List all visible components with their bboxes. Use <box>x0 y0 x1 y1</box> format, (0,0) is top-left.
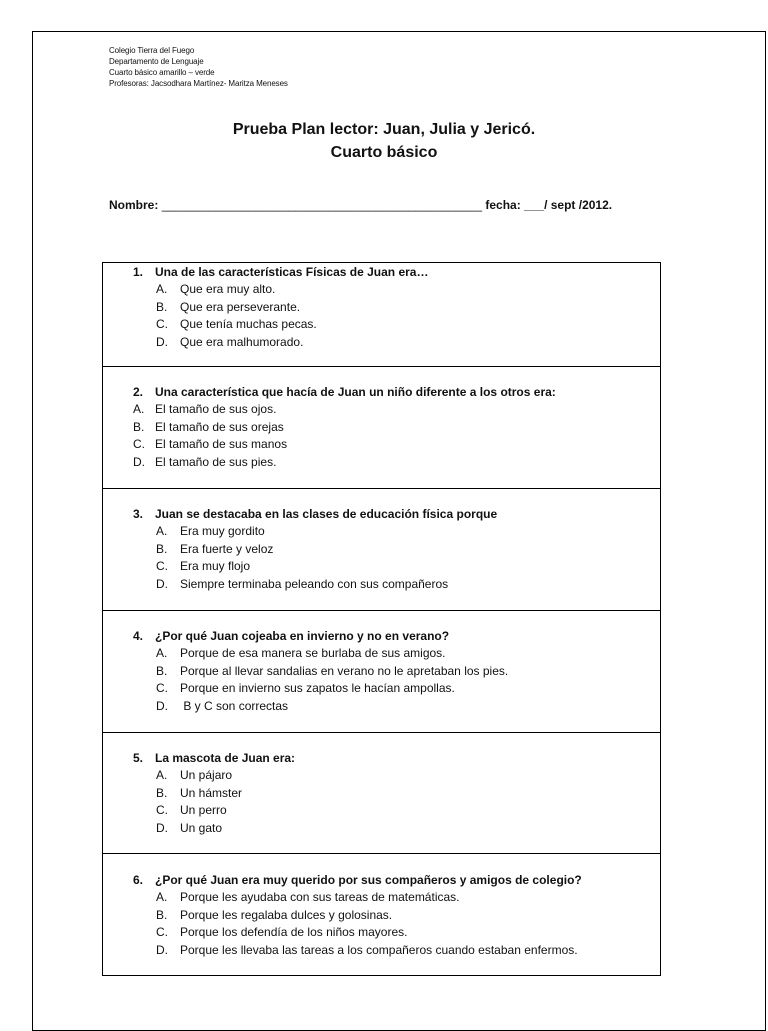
question-title <box>103 872 660 889</box>
option-letter: B. <box>156 541 168 556</box>
option-letter: B. <box>156 299 168 314</box>
question-box <box>102 262 661 367</box>
option-letter: D. <box>156 576 168 591</box>
answer-option[interactable] <box>103 698 660 715</box>
option-letter: C. <box>156 925 168 940</box>
answer-option[interactable] <box>103 334 660 351</box>
option-text: Porque en invierno sus zapatos le hacían ampollas. <box>180 681 455 696</box>
option-text: Era muy gordito <box>180 524 265 539</box>
department-name: Departamento de Lenguaje <box>109 57 204 66</box>
option-text: Un perro <box>180 803 227 818</box>
option-letter: B. <box>133 419 145 434</box>
question-text: Una de las características Físicas de Juan era… <box>155 265 429 279</box>
answer-option[interactable] <box>103 419 660 436</box>
answer-option[interactable] <box>103 401 660 418</box>
date-label: fecha: ___/ sept /2012. <box>485 198 613 212</box>
option-letter: C. <box>156 559 168 574</box>
question-title <box>103 628 660 645</box>
answer-option[interactable] <box>103 541 660 558</box>
option-text: Que era perseverante. <box>180 299 301 314</box>
answer-option[interactable] <box>103 942 660 959</box>
option-letter: A. <box>156 282 168 297</box>
option-text: Porque les regalaba dulces y golosinas. <box>180 907 393 922</box>
question-number: 3. <box>133 507 144 521</box>
option-letter: A. <box>156 646 168 661</box>
answer-option[interactable] <box>103 924 660 941</box>
question-number: 5. <box>133 751 144 765</box>
option-text: Porque les ayudaba con sus tareas de matemáticas. <box>180 890 460 905</box>
answer-option[interactable] <box>103 680 660 697</box>
document-title <box>0 118 768 164</box>
option-letter: A. <box>133 402 145 417</box>
answer-option[interactable] <box>103 645 660 662</box>
option-text: Que tenía muchas pecas. <box>180 317 317 332</box>
answer-option[interactable] <box>103 907 660 924</box>
answer-option[interactable] <box>103 523 660 540</box>
option-text: Un hámster <box>180 785 243 800</box>
question-box <box>102 854 661 976</box>
option-text: Que era muy alto. <box>180 282 276 297</box>
course-name: Cuarto básico amarillo – verde <box>109 68 215 77</box>
option-text: Un gato <box>180 820 223 835</box>
name-date-line <box>109 198 612 212</box>
option-letter: A. <box>156 768 168 783</box>
question-text: Una característica que hacía de Juan un niño diferente a los otros era: <box>155 385 556 399</box>
option-letter: A. <box>156 524 168 539</box>
answer-option[interactable] <box>103 802 660 819</box>
question-title <box>103 384 660 401</box>
answer-option[interactable] <box>103 299 660 316</box>
answer-option[interactable] <box>103 663 660 680</box>
option-text: Porque los defendía de los niños mayores. <box>180 925 408 940</box>
answer-option[interactable] <box>103 436 660 453</box>
answer-option[interactable] <box>103 785 660 802</box>
option-letter: C. <box>156 317 168 332</box>
option-letter: A. <box>156 890 168 905</box>
option-letter: D. <box>156 820 168 835</box>
question-number: 4. <box>133 629 144 643</box>
option-letter: D. <box>133 454 145 469</box>
option-text: El tamaño de sus pies. <box>155 454 277 469</box>
question-text: Juan se destacaba en las clases de educación física porque <box>155 507 498 521</box>
option-text: Siempre terminaba peleando con sus compañeros <box>180 576 449 591</box>
question-title <box>103 506 660 523</box>
option-text: El tamaño de sus ojos. <box>155 402 277 417</box>
option-text: Un pájaro <box>180 768 233 783</box>
option-text: Porque les llevaba las tareas a los compañeros cuando estaban enfermos. <box>180 942 578 957</box>
question-box <box>102 611 661 733</box>
question-box <box>102 367 661 489</box>
answer-option[interactable] <box>103 889 660 906</box>
question-number: 1. <box>133 265 144 279</box>
question-box <box>102 733 661 854</box>
school-name: Colegio Tierra del Fuego <box>109 46 195 55</box>
answer-option[interactable] <box>103 767 660 784</box>
question-title <box>103 750 660 767</box>
question-number: 2. <box>133 385 144 399</box>
option-text: Porque de esa manera se burlaba de sus amigos. <box>180 646 446 661</box>
option-letter: C. <box>156 681 168 696</box>
answer-option[interactable] <box>103 820 660 837</box>
option-text: El tamaño de sus orejas <box>155 419 284 434</box>
answer-option[interactable] <box>103 454 660 471</box>
title-line-1: Prueba Plan lector: Juan, Julia y Jericó. <box>232 121 536 138</box>
option-letter: D. <box>156 942 168 957</box>
option-letter: D. <box>156 334 168 349</box>
question-title <box>103 264 660 281</box>
name-label: Nombre: <box>109 198 159 212</box>
name-blank[interactable]: ________________________________________________ <box>161 198 483 212</box>
question-text: ¿Por qué Juan cojeaba en invierno y no en verano? <box>155 629 450 643</box>
option-letter: B. <box>156 663 168 678</box>
option-letter: D. <box>156 698 168 713</box>
option-letter: C. <box>133 437 145 452</box>
option-text: Que era malhumorado. <box>180 334 304 349</box>
question-text: ¿Por qué Juan era muy querido por sus compañeros y amigos de colegio? <box>155 873 582 887</box>
question-number: 6. <box>133 873 144 887</box>
answer-option[interactable] <box>103 281 660 298</box>
option-text: Era muy flojo <box>180 559 251 574</box>
option-text: El tamaño de sus manos <box>155 437 288 452</box>
question-text: La mascota de Juan era: <box>155 751 296 765</box>
document-header <box>109 45 288 89</box>
question-box <box>102 489 661 611</box>
option-text: Porque al llevar sandalias en verano no le apretaban los pies. <box>180 663 509 678</box>
teachers-line: Profesoras: Jacsodhara Martínez- Maritza Meneses <box>109 79 288 88</box>
option-letter: B. <box>156 907 168 922</box>
answer-option[interactable] <box>103 316 660 333</box>
option-text: B y C son correctas <box>180 698 289 713</box>
option-text: Era fuerte y veloz <box>180 541 274 556</box>
answer-option[interactable] <box>103 576 660 593</box>
title-line-2: Cuarto básico <box>330 144 438 161</box>
option-letter: B. <box>156 785 168 800</box>
answer-option[interactable] <box>103 558 660 575</box>
option-letter: C. <box>156 803 168 818</box>
